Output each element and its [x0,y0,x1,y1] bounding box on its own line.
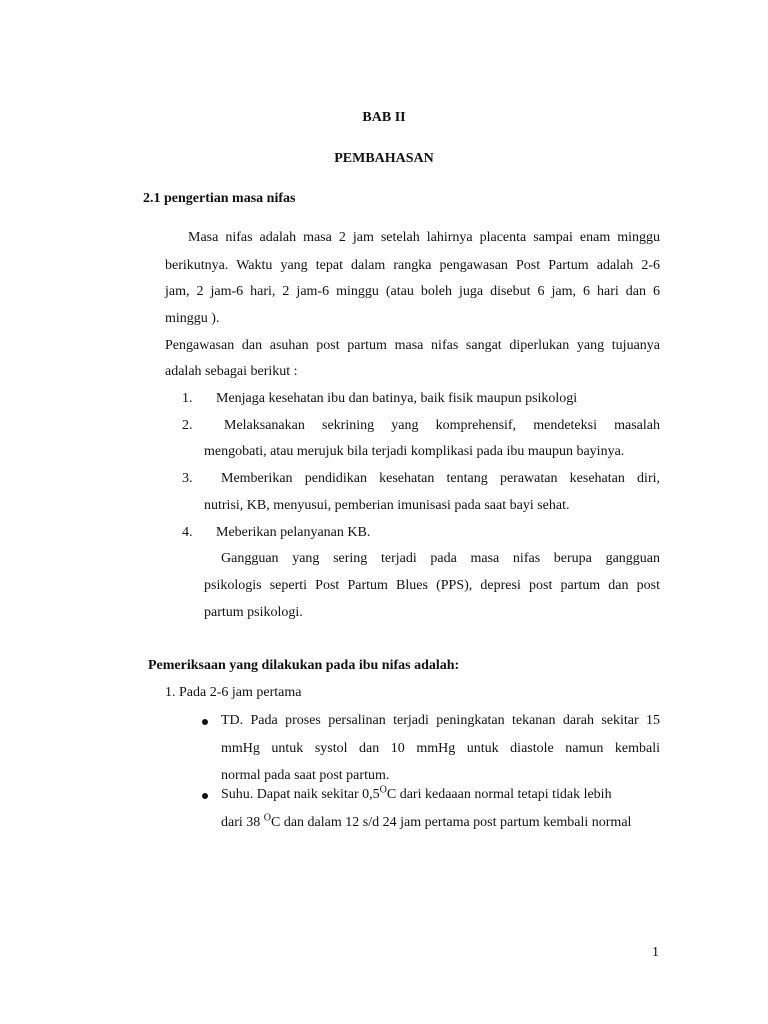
list-text: Memberikan pendidikan kesehatan tentang perawatan kesehatan diri, [221,471,660,486]
para3-line1: Gangguan yang sering terjadi pada masa nifas berupa gangguan [221,551,660,566]
bullet2-line1-text [221,784,612,803]
page-number: 1 [652,945,659,960]
bullet1-line3: normal pada saat post partum. [221,768,390,783]
para3-line2: psikologis seperti Post Partum Blues (PPS), depresi post partum dan post [204,578,660,593]
list-number: 1. [182,391,193,406]
bullet-dot [202,719,208,725]
list-number: 2. [182,418,193,433]
list-text: Meberikan pelanyanan KB. [216,525,371,540]
list-text: Melaksanakan sekrining yang komprehensif, mendeteksi masalah [224,418,660,433]
list-text-cont: nutrisi, KB, menyusui, pemberian imunisasi pada saat bayi sehat. [204,498,570,513]
bullet2-line1 [221,784,660,803]
para3-line3: partum psikologi. [204,605,303,620]
exam-item-1: 1. Pada 2-6 jam pertama [165,685,302,700]
list-number: 4. [182,525,193,540]
bullet2-text-a: Suhu. Dapat naik sekitar 0,5 [221,787,380,802]
bullet1-line1: TD. Pada proses persalinan terjadi peningkatan tekanan darah sekitar 15 [221,713,660,728]
degree-superscript: O [379,784,387,796]
bullet2-text-b: C dari kedaaan normal tetapi tidak lebih [386,787,612,802]
chapter-label: BAB II [362,110,406,125]
bullet1-line2: mmHg untuk systol dan 10 mmHg untuk diastole namun kembali [221,741,660,756]
list-text: Menjaga kesehatan ibu dan batinya, baik fisik maupun psikologi [216,391,578,406]
bullet2-line2 [221,812,632,831]
list-number: 3. [182,471,193,486]
bullet-dot [202,793,208,799]
para1-line2: berikutnya. Waktu yang tepat dalam rangka pengawasan Post Partum adalah 2-6 [165,258,660,273]
para2-line2: adalah sebagai berikut : [165,364,298,379]
list-text-cont: mengobati, atau merujuk bila terjadi komplikasi pada ibu maupun bayinya. [204,444,625,459]
para2-line1: Pengawasan dan asuhan post partum masa nifas sangat diperlukan yang tujuanya [165,338,660,353]
bullet2-text-c: dari 38 [221,815,264,830]
para1-line4: minggu ). [165,311,220,326]
degree-superscript: O [263,812,271,824]
para1-line3: jam, 2 jam-6 hari, 2 jam-6 minggu (atau boleh juga disebut 6 jam, 6 hari dan 6 [165,284,660,299]
section-heading: 2.1 pengertian masa nifas [143,191,296,206]
exam-heading: Pemeriksaan yang dilakukan pada ibu nifas adalah: [148,658,460,673]
bullet2-text-d: C dan dalam 12 s/d 24 jam pertama post partum kembali normal [271,815,632,830]
para1-line1: Masa nifas adalah masa 2 jam setelah lahirnya placenta sampai enam minggu [188,230,660,245]
chapter-title: PEMBAHASAN [334,151,434,166]
